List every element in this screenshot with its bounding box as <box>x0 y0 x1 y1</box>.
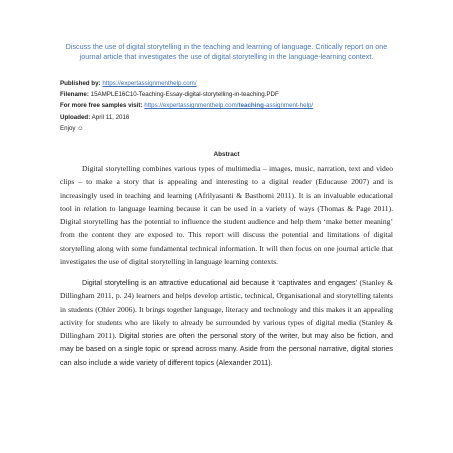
abstract-title: Abstract <box>213 151 240 158</box>
filename-row <box>60 89 400 100</box>
published-row <box>60 78 400 89</box>
published-link[interactable]: https://expertassignmenthelp.com/ <box>102 80 197 87</box>
more-samples-link[interactable] <box>144 102 313 109</box>
more-samples-label: For more free samples visit: <box>60 102 143 110</box>
abstract-paragraph: Digital storytelling combines various types of multimedia – images, music, narration, text and video clips – to make a story that is appealing and interesting to a digital reader (Educause 2007) and is increasingly used in teaching and learning (Afrilyasanti & Basthomi 2011). It is an invaluable educational tool in relation to language learning because it can be used in a variety of ways (Thomas & Page 2011). Digital storytelling has the potential to influence the student audience and help them ‘make better meaning’ from the content they are exposed to. This report will discuss the potential and limitations of digital storytelling along with some fundamental technical information. It will then focus on one journal article that investigates the use of digital storytelling in language learning contexts. <box>60 164 393 267</box>
body-lead: Digital storytelling is an attractive educational aid because it ‘captivates and engages’ <box>82 278 358 287</box>
uploaded-value: April 11, 2016 <box>91 113 130 121</box>
filename-value: 15AMPLE16C10-Teaching-Essay-digital-storytelling-in-teaching.PDF <box>90 91 279 99</box>
metadata-block <box>60 78 400 134</box>
enjoy-text: Enjoy ☺ <box>60 124 84 132</box>
filename-label: Filename: <box>60 91 89 99</box>
more-link-bold: teaching <box>238 102 264 110</box>
published-label: Published by: <box>60 80 101 87</box>
document-heading: Discuss the use of digital storytelling in the teaching and learning of language. Critically report on one journal article that investigates the use of digital storytelling in the language-learning context. <box>65 42 388 62</box>
more-samples-row <box>60 100 400 111</box>
body-middle: (Stanley & Dillingham 2011, p. 24) learners and helps develop artistic, technical, Organisational and storytelling talents in students (Ohler 2006). It brings together language, literacy and technology and this makes it an appealing activity for students who are likely to already be surrounded by various types of digital media (Stanley & Dillingham 2011). <box>60 278 393 341</box>
uploaded-row <box>60 112 400 123</box>
body-rest: Digital stories are often the personal story of the writer, but may also be fiction, and may be based on a single topic or spread across many. Aside from the personal narrative, digital stories can also include a wide variety of different topics (Alexander 2011). <box>60 331 393 367</box>
body-paragraph <box>60 276 393 369</box>
more-link-suffix: -assignment-help/ <box>263 102 314 110</box>
more-link-prefix: https://expertassignmenthelp.com/ <box>144 102 239 110</box>
uploaded-label: Uploaded: <box>60 113 91 121</box>
